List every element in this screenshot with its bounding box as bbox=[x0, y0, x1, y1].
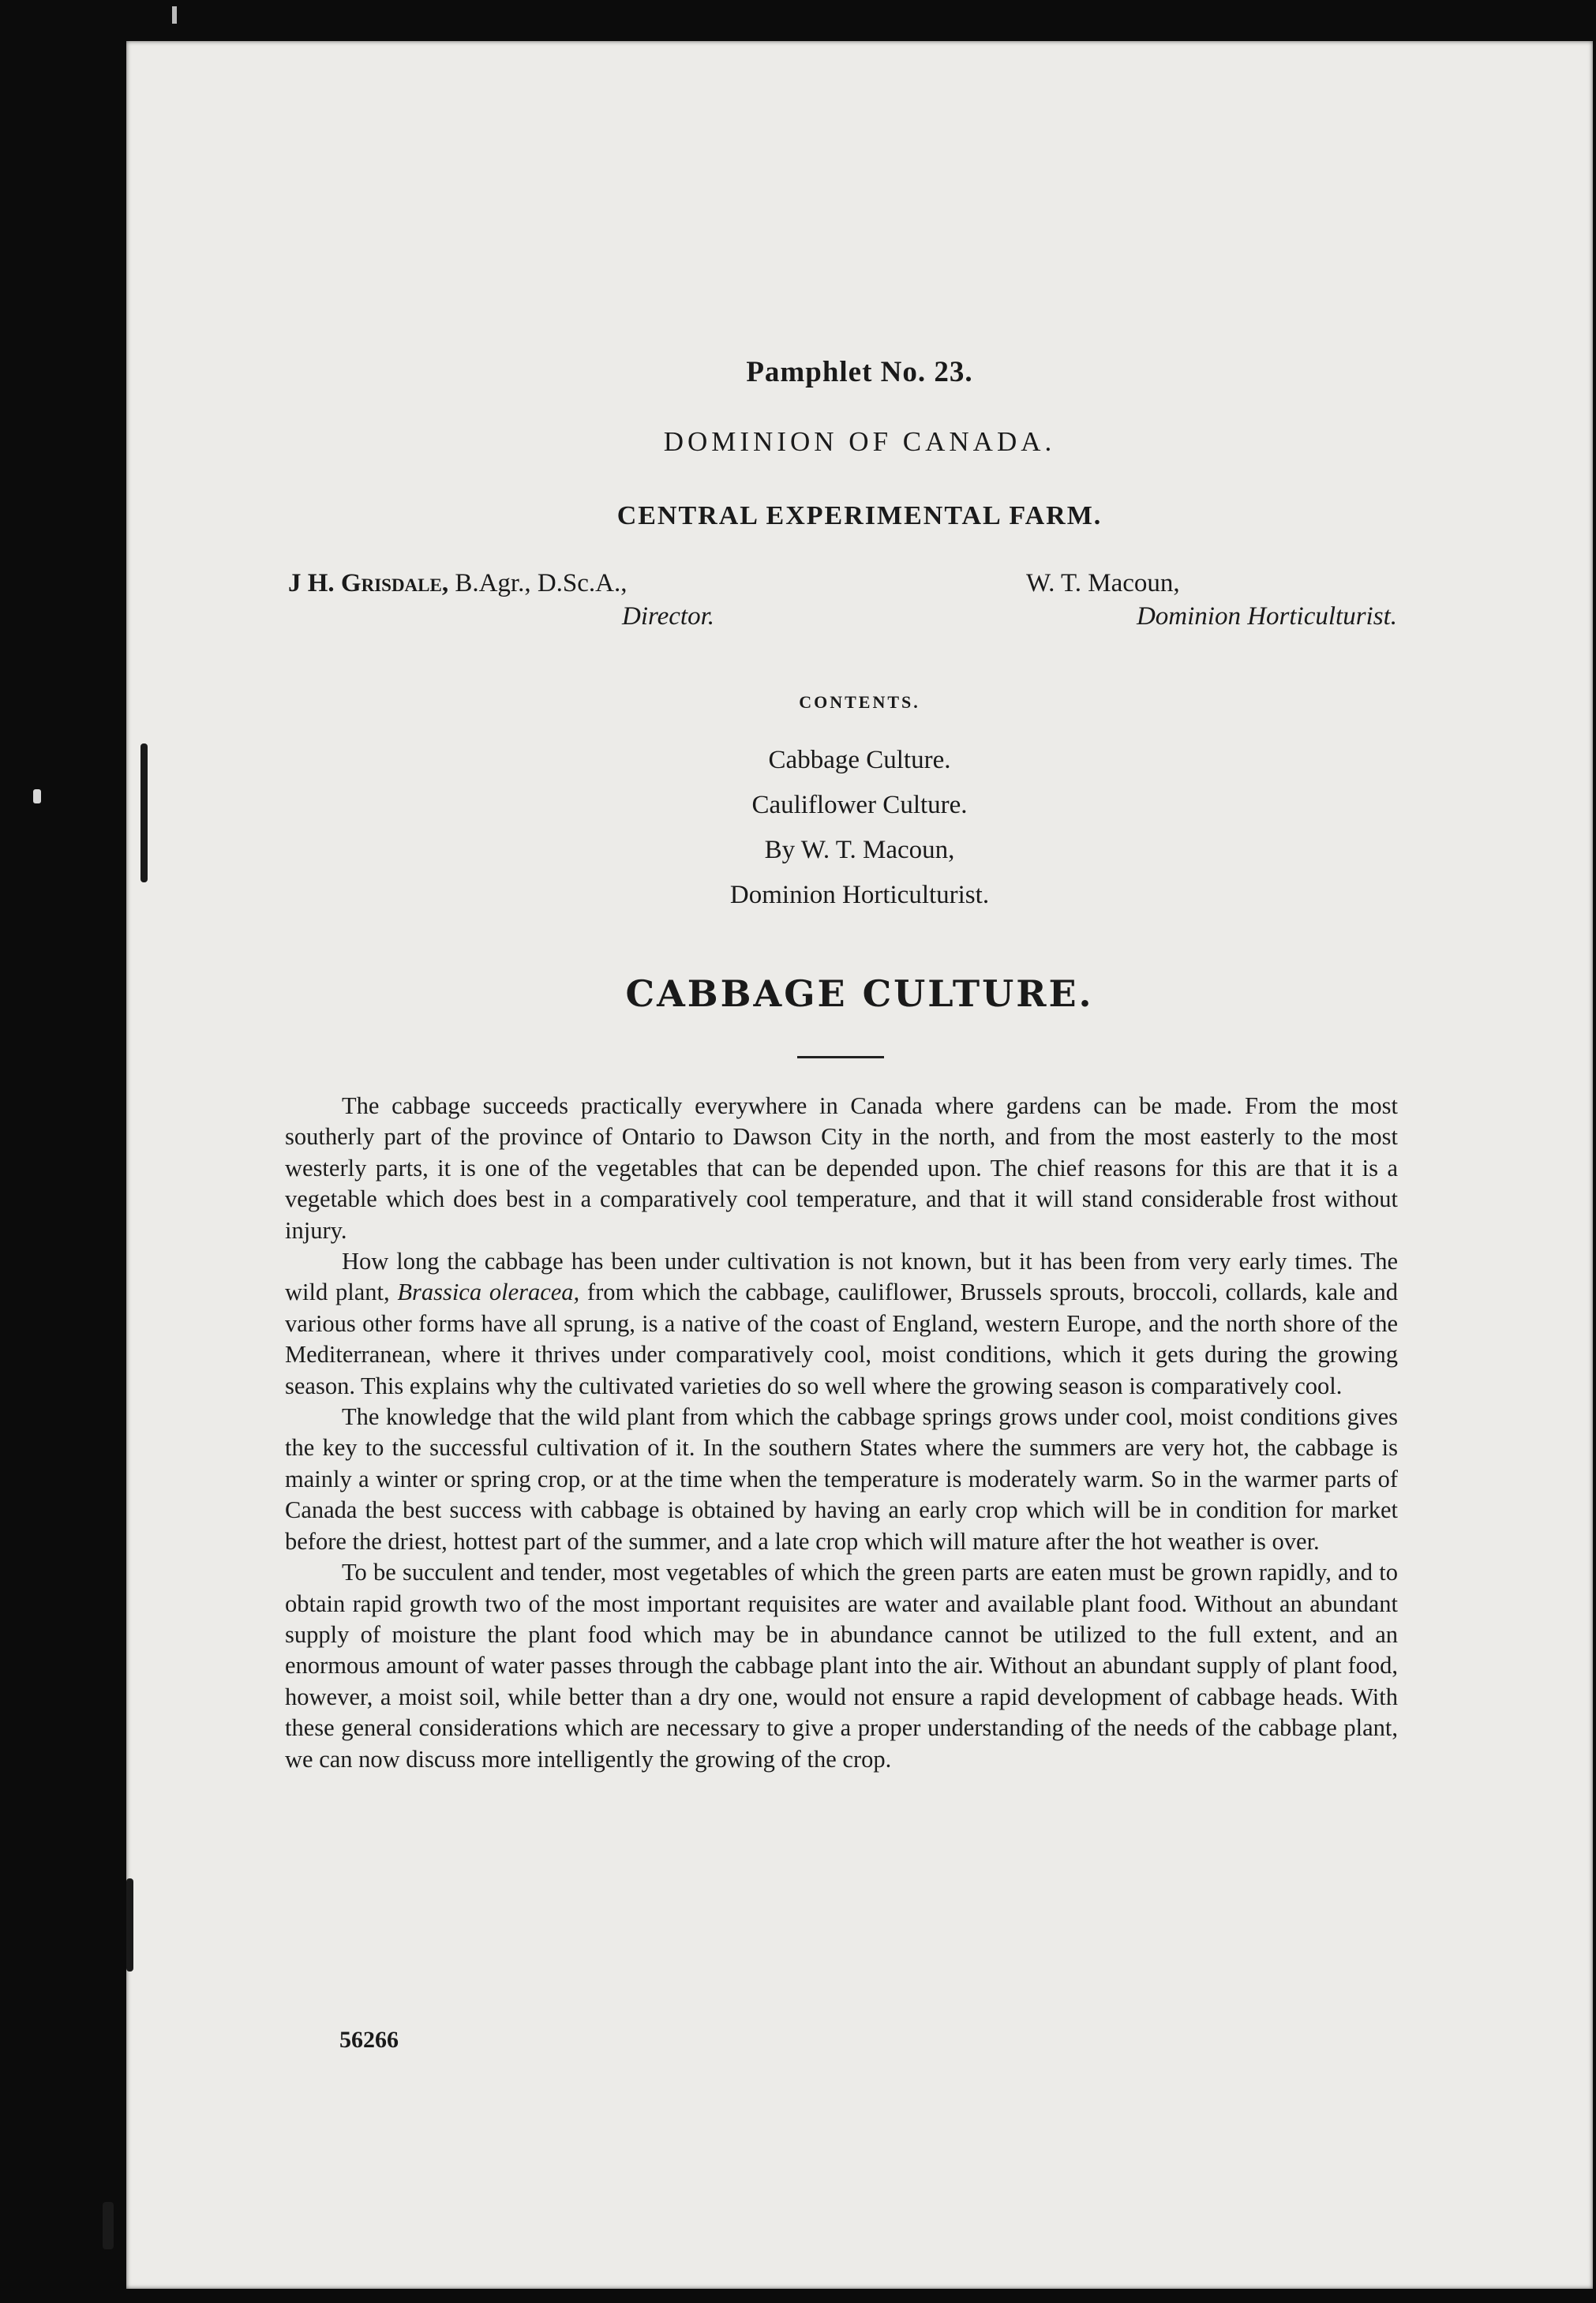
binding-mark bbox=[126, 1878, 133, 1972]
paragraph: The cabbage succeeds practically everywhere in Canada where gardens can be made. From the most southerly part of the province of Ontario to Dawson City in the north, and from the most easterly to the most westerly parts, it is one of the vegetables that can be depended upon. The chief reasons for this are that it is a vegetable which does best in a comparatively cool temperature, and that it will stand considerable frost without injury. bbox=[285, 1092, 1398, 1244]
print-code: 56266 bbox=[339, 2027, 399, 2053]
director-credit bbox=[288, 567, 730, 633]
scan-edge-mark bbox=[172, 6, 177, 24]
pamphlet-number: Pamphlet No. 23. bbox=[746, 356, 973, 388]
horticulturist-name: W. T. Macoun, bbox=[1026, 569, 1180, 597]
contents-item: Dominion Horticulturist. bbox=[729, 881, 990, 909]
paragraph: To be succulent and tender, most vegetables of which the green parts are eaten must be grown rapidly, and to obtain rapid growth two of the most important requisites are water and available plant food. Without an abundant supply of moisture the plant food which may be in abundance cannot be utilized to the full extent, and an enormous amount of water passes through the cabbage plant into the air. Without an abundant supply of plant food, however, a moist soil, while better than a dry one, would not ensure a rapid development of cabbage heads. With these general considerations which are necessary to give a proper understanding of the needs of the cabbage plant, we can now discuss more intelligently the growing of the crop. bbox=[285, 1559, 1398, 1773]
contents-item: By W. T. Macoun, bbox=[764, 836, 955, 864]
paragraph bbox=[285, 1246, 1398, 1402]
contents-item: Cauliflower Culture. bbox=[751, 791, 968, 819]
director-title: Director. bbox=[621, 602, 714, 631]
director-name: J H. Grisdale, bbox=[288, 569, 449, 597]
article-body bbox=[285, 1091, 1398, 1775]
paragraph-text: from which the cabbage, cauliflower, Brussels sprouts, broccoli, collards, kale and various other forms have all sprung, is a native of the coast of England, western Europe, and the north shore of the Mediterranean, where it thrives under comparatively cool, moist conditions, which it gets during the growing season. This explains why the cultivated varieties do so well where the growing season is comparatively cool. bbox=[285, 1279, 1398, 1399]
section-title: CABBAGE CULTURE. bbox=[625, 972, 1094, 1015]
scan-edge-mark bbox=[33, 789, 41, 803]
contents-list bbox=[126, 738, 1593, 918]
director-degrees: B.Agr., D.Sc.A., bbox=[455, 569, 628, 597]
binding-mark bbox=[103, 2202, 114, 2249]
paragraph: The knowledge that the wild plant from which the cabbage springs grows under cool, moist conditions gives the key to the successful cultivation of it. In the southern States where the summers are very hot, the cabbage is mainly a winter or spring crop, or at the time when the temperature is moderately warm. So in the warmer parts of Canada the best success with cabbage is obtained by having an early crop which will be in condition for market before the driest, hottest part of the summer, and a late crop which will mature after the hot weather is over. bbox=[285, 1403, 1398, 1555]
paragraph-text: How long the cabbage has been under cultivation is not known, but it has been from very early times. The wild plant, bbox=[285, 1248, 1398, 1306]
botanical-name: Brassica oleracea, bbox=[397, 1279, 580, 1306]
title-rule bbox=[797, 1056, 884, 1058]
farm-heading: CENTRAL EXPERIMENTAL FARM. bbox=[616, 501, 1103, 530]
horticulturist-title: Dominion Horticulturist. bbox=[1136, 602, 1397, 631]
horticulturist-credit bbox=[1026, 567, 1413, 633]
dominion-heading: DOMINION OF CANADA. bbox=[663, 426, 1056, 457]
contents-heading: CONTENTS. bbox=[799, 692, 920, 712]
director-name-line bbox=[288, 567, 730, 600]
contents-item: Cabbage Culture. bbox=[768, 746, 951, 774]
